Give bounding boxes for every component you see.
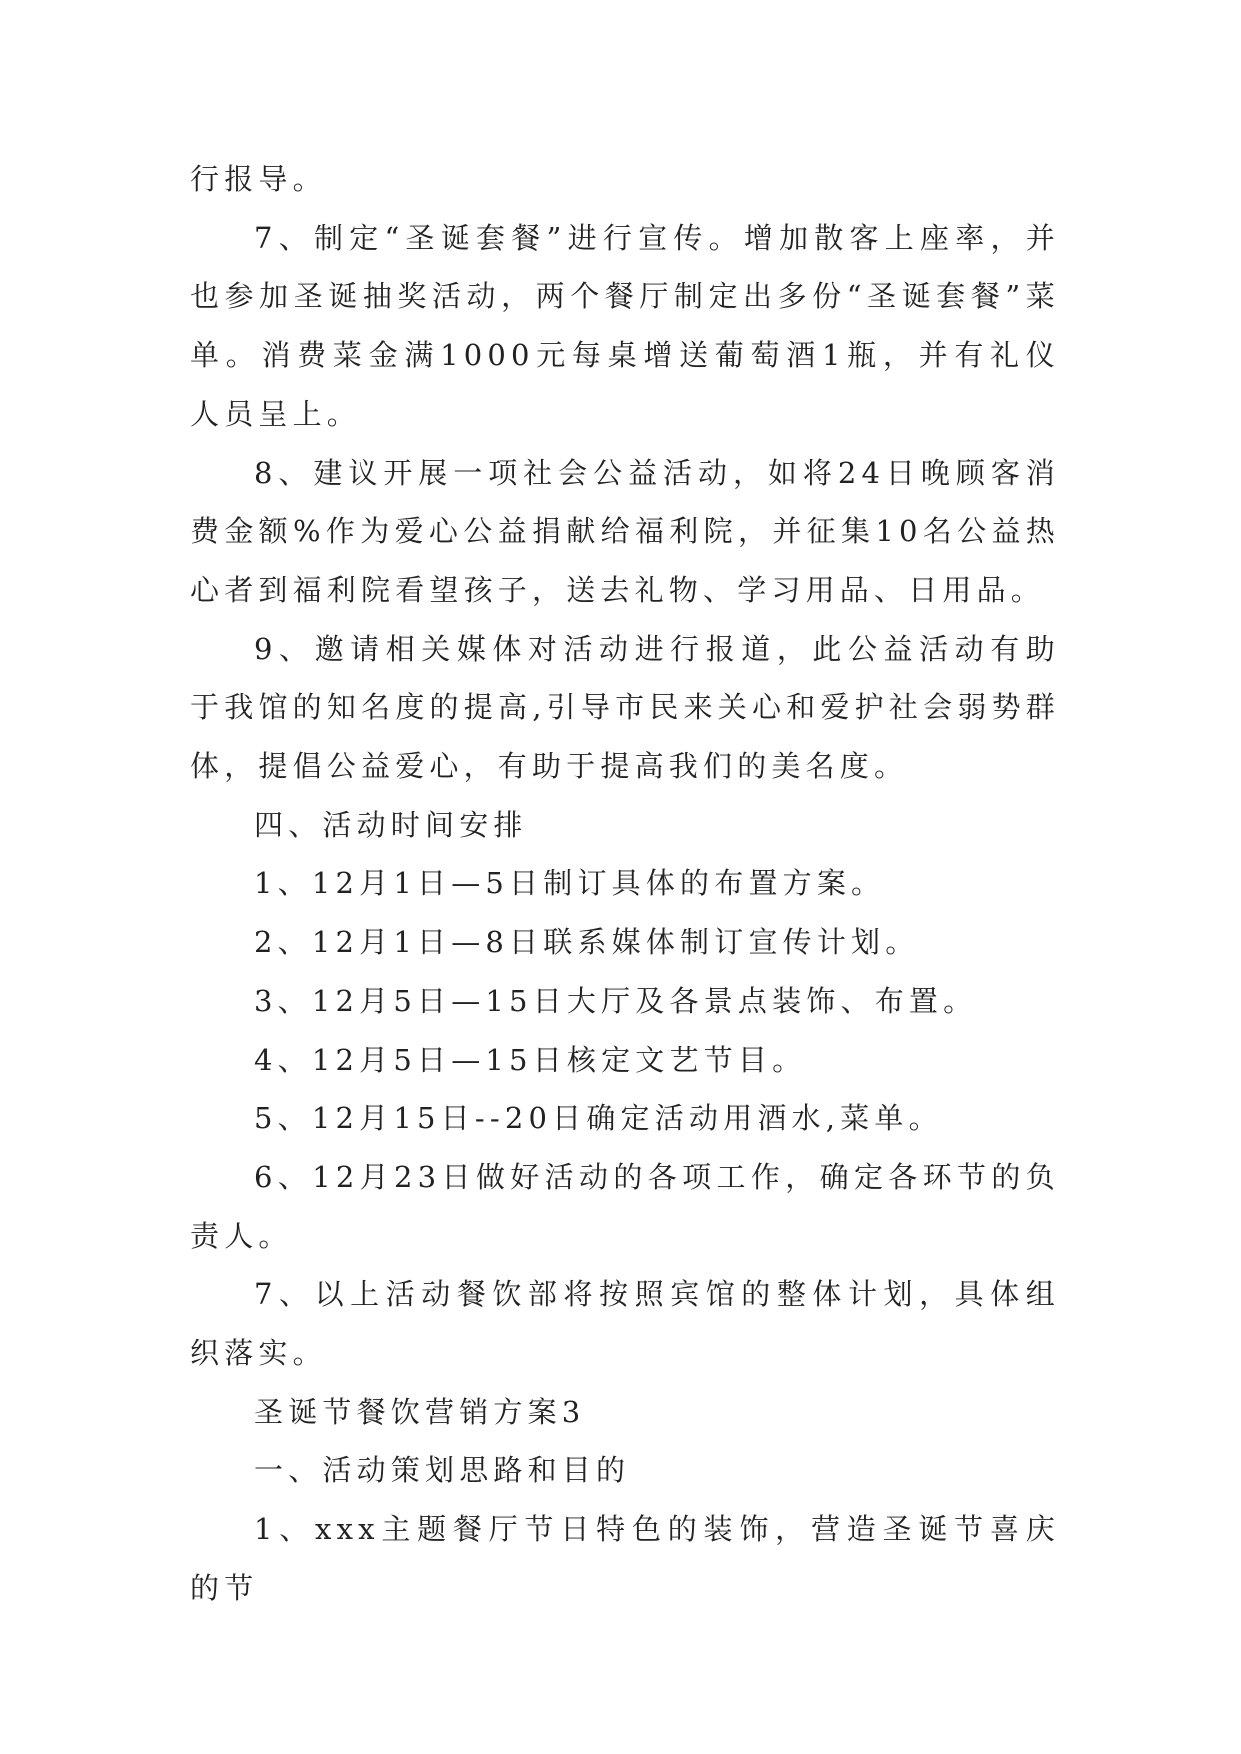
schedule-item-3: 3、12月5日—15日大厅及各景点装饰、布置。 [254, 983, 978, 1018]
paragraph-2: 7、制定“圣诞套餐”进行宣传。增加散客上座率，并也参加圣诞抽奖活动，两个餐厅制定出多份“圣诞套餐”菜单。消费菜金满1000元每桌增送葡萄酒1瓶，并有礼仪人员呈上。 [190, 220, 1060, 431]
section-heading-ideas: 一、活动策划思路和目的 [254, 1453, 631, 1488]
paragraph-3: 8、建议开展一项社会公益活动，如将24日晚顾客消费金额%作为爱心公益捐献给福利院，并征集10名公益热心者到福利院看望孩子，送去礼物、学习用品、日用品。 [190, 455, 1060, 607]
schedule-item-4: 4、12月5日—15日核定文艺节目。 [254, 1042, 807, 1077]
schedule-item-1: 1、12月1日—5日制订具体的布置方案。 [254, 866, 886, 901]
schedule-item-5: 5、12月15日--20日确定活动用酒水,菜单。 [254, 1101, 943, 1136]
document-body [190, 150, 1060, 1618]
paragraph-4: 9、邀请相关媒体对活动进行报道，此公益活动有助于我馆的知名度的提高,引导市民来关心和爱护社会弱势群体，提倡公益爱心，有助于提高我们的美名度。 [190, 631, 1060, 784]
schedule-item-6: 6、12月23日做好活动的各项工作，确定各环节的负责人。 [190, 1159, 1060, 1253]
plan-title: 圣诞节餐饮营销方案3 [254, 1394, 586, 1429]
paragraph-1: 行报导。 [190, 162, 327, 196]
schedule-item-2: 2、12月1日—8日联系媒体制订宣传计划。 [254, 925, 920, 960]
paragraph-last: 1、xxx主题餐厅节日特色的装饰，营造圣诞节喜庆的节 [190, 1512, 1060, 1605]
section-heading-schedule: 四、活动时间安排 [254, 807, 528, 842]
schedule-item-7: 7、以上活动餐饮部将按照宾馆的整体计划，具体组织落实。 [190, 1277, 1060, 1371]
